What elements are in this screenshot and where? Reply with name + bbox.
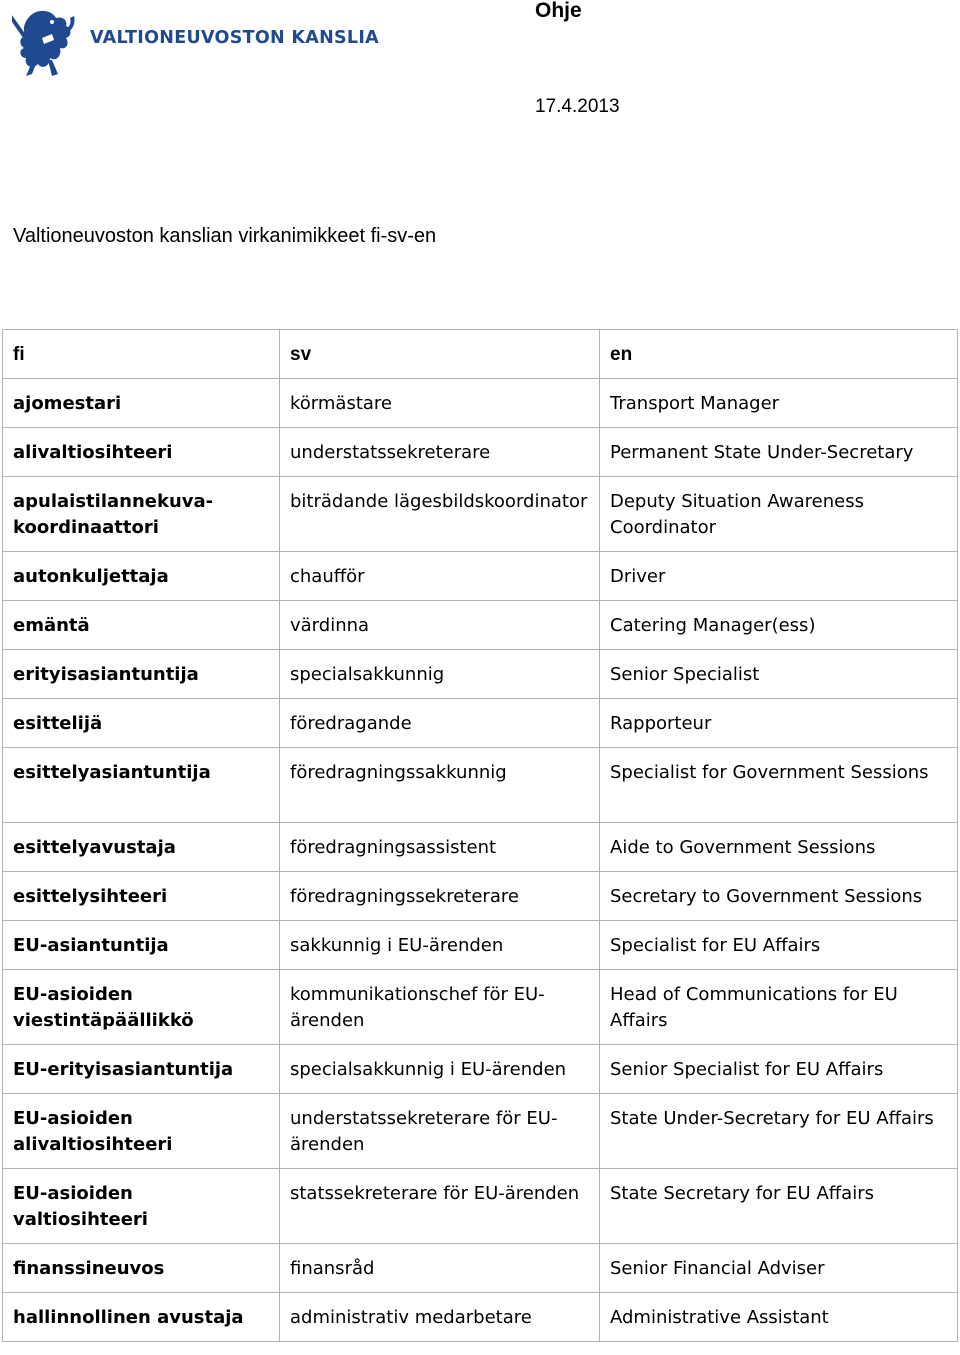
cell-en: Head of Communications for EU Affairs [600,970,958,1045]
cell-fi: esittelyavustaja [3,823,280,872]
table-row [3,699,958,748]
table-row [3,1045,958,1094]
cell-sv: understatssekreterare för EU-ärenden [280,1094,600,1169]
cell-fi: EU-asiantuntija [3,921,280,970]
cell-fi: finanssineuvos [3,1244,280,1293]
cell-fi: EU-asioiden alivaltiosihteeri [3,1094,280,1169]
cell-en: Administrative Assistant [600,1293,958,1342]
table-row [3,379,958,428]
organization-logo [12,4,380,80]
document-date: 17.4.2013 [535,96,620,117]
table-row [3,1169,958,1244]
cell-en: Senior Specialist for EU Affairs [600,1045,958,1094]
cell-sv: föredragningssekreterare [280,872,600,921]
cell-en: Transport Manager [600,379,958,428]
cell-fi: apulaistilannekuva-koordinaattori [3,477,280,552]
cell-sv: chaufför [280,552,600,601]
cell-en: State Under-Secretary for EU Affairs [600,1094,958,1169]
cell-sv: understatssekreterare [280,428,600,477]
cell-fi: esittelyasiantuntija [3,748,280,823]
cell-en: Specialist for EU Affairs [600,921,958,970]
table-row [3,823,958,872]
cell-en: Aide to Government Sessions [600,823,958,872]
cell-fi: EU-asioiden valtiosihteeri [3,1169,280,1244]
lion-emblem-icon [12,4,78,80]
document-title: Valtioneuvoston kanslian virkanimikkeet fi-sv-en [13,225,437,247]
cell-sv: statssekreterare för EU-ärenden [280,1169,600,1244]
cell-sv: biträdande lägesbildskoordinator [280,477,600,552]
table-header-row [3,330,958,379]
cell-fi: EU-erityisasiantuntija [3,1045,280,1094]
cell-en: Senior Financial Adviser [600,1244,958,1293]
document-type: Ohje [535,0,582,22]
table-row [3,428,958,477]
cell-sv: administrativ medarbetare [280,1293,600,1342]
table-row [3,970,958,1045]
cell-fi: esittelijä [3,699,280,748]
table-row [3,601,958,650]
cell-sv: kommunikationschef för EU-ärenden [280,970,600,1045]
table-row [3,552,958,601]
cell-fi: alivaltiosihteeri [3,428,280,477]
table-row [3,477,958,552]
table-row [3,1293,958,1342]
table-row [3,748,958,823]
column-header-sv: sv [280,330,600,379]
cell-fi: hallinnollinen avustaja [3,1293,280,1342]
job-title-table [2,329,958,1342]
table-row [3,872,958,921]
column-header-en: en [600,330,958,379]
column-header-fi: fi [3,330,280,379]
cell-sv: specialsakkunnig i EU-ärenden [280,1045,600,1094]
table-row [3,1244,958,1293]
cell-fi: erityisasiantuntija [3,650,280,699]
cell-sv: sakkunnig i EU-ärenden [280,921,600,970]
cell-fi: emäntä [3,601,280,650]
table-row [3,921,958,970]
table-row [3,1094,958,1169]
table-row [3,650,958,699]
cell-sv: föredragande [280,699,600,748]
cell-en: Driver [600,552,958,601]
cell-sv: specialsakkunnig [280,650,600,699]
cell-fi: ajomestari [3,379,280,428]
cell-en: Rapporteur [600,699,958,748]
organization-name: VALTIONEUVOSTON KANSLIA [90,28,380,48]
cell-en: Senior Specialist [600,650,958,699]
cell-fi: esittelysihteeri [3,872,280,921]
cell-en: Specialist for Government Sessions [600,748,958,823]
cell-sv: värdinna [280,601,600,650]
cell-en: Secretary to Government Sessions [600,872,958,921]
cell-en: Permanent State Under-Secretary [600,428,958,477]
cell-sv: finansråd [280,1244,600,1293]
cell-sv: föredragningssakkunnig [280,748,600,823]
cell-en: Catering Manager(ess) [600,601,958,650]
cell-en: Deputy Situation Awareness Coordinator [600,477,958,552]
cell-sv: körmästare [280,379,600,428]
cell-fi: EU-asioiden viestintäpäällikkö [3,970,280,1045]
cell-en: State Secretary for EU Affairs [600,1169,958,1244]
cell-fi: autonkuljettaja [3,552,280,601]
cell-sv: föredragningsassistent [280,823,600,872]
